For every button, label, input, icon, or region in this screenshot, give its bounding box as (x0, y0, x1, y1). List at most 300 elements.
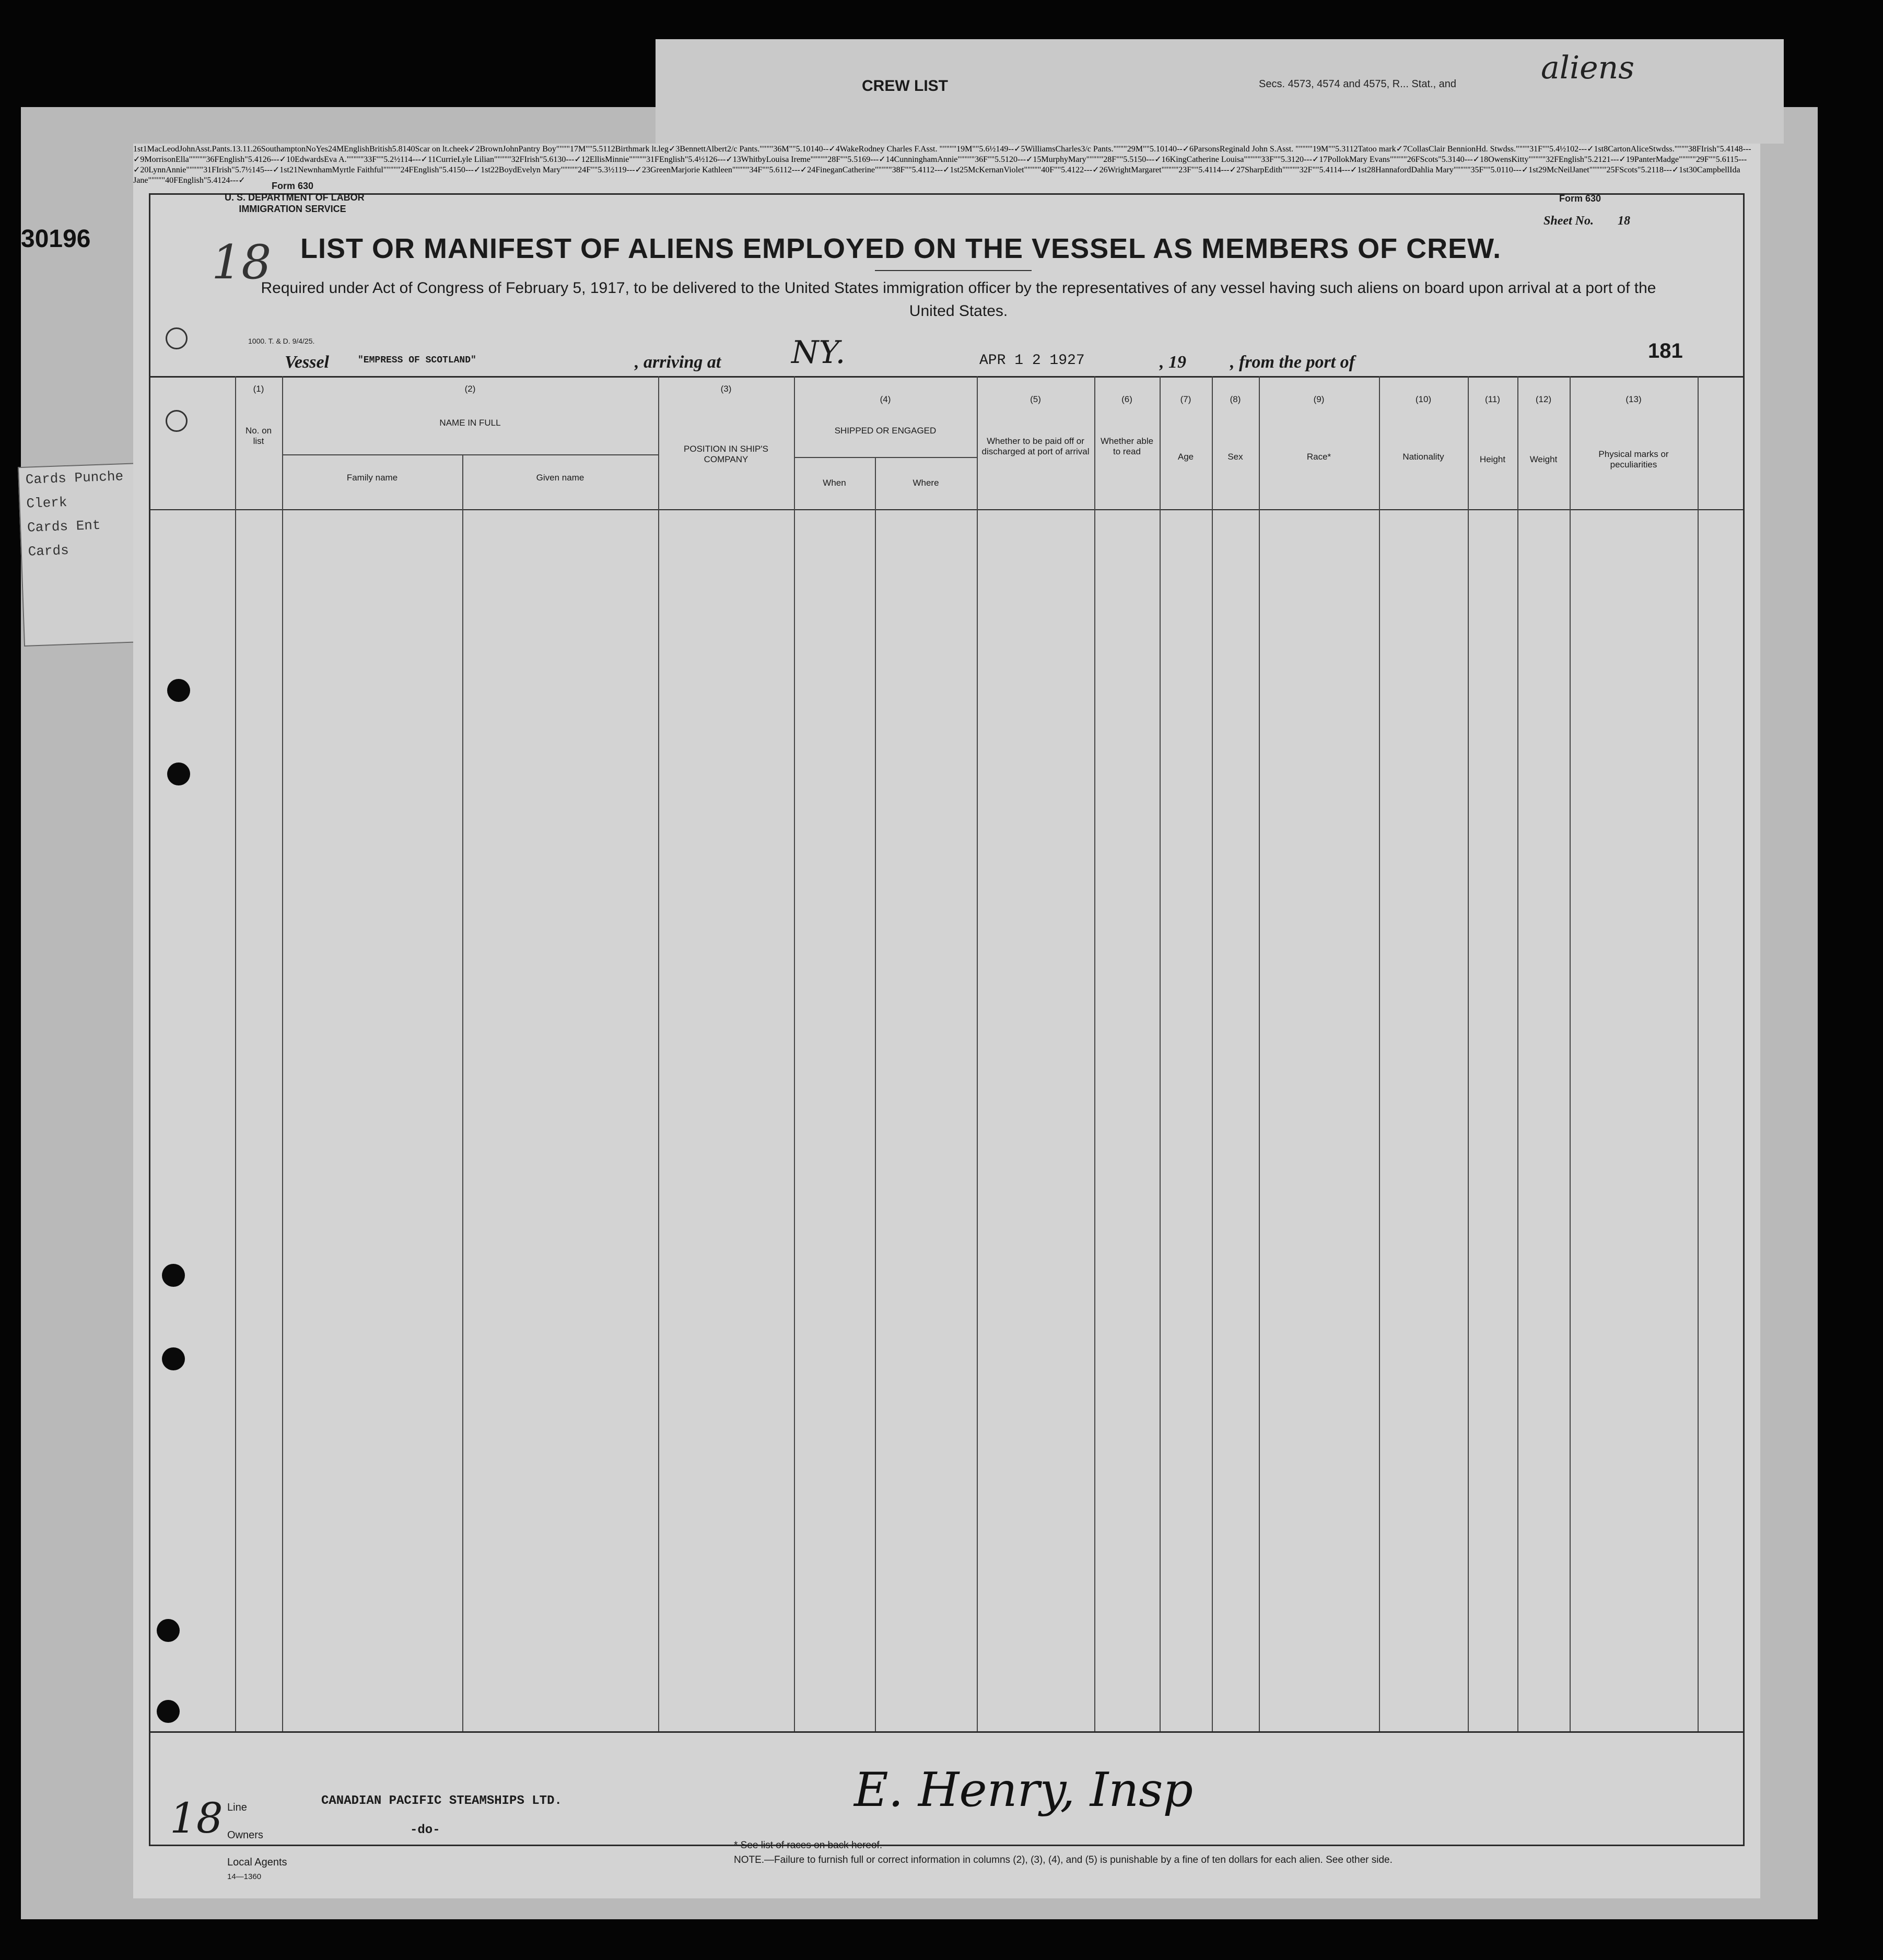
paid-off: " (1254, 155, 1258, 164)
sex: M (1320, 145, 1329, 154)
check-mark: ✓ (473, 166, 481, 174)
physical-marks: --- (1084, 166, 1093, 174)
physical-marks: --- (1304, 155, 1313, 164)
shipped-when: " (497, 155, 501, 164)
shipped-where: " (964, 155, 968, 164)
race: " (377, 155, 380, 164)
able-to-read: Yes (315, 145, 328, 154)
position: " (1282, 166, 1286, 174)
header-marks: Physical marks or peculiarities (1598, 449, 1669, 470)
age: 31 (1529, 145, 1538, 154)
sex: M (336, 145, 344, 154)
header-given-name: Given name (536, 473, 584, 483)
nationality: " (589, 145, 593, 154)
position: " (1389, 155, 1394, 164)
nationality: " (439, 166, 442, 174)
position: " (1589, 166, 1593, 174)
row-number: 23 (642, 166, 650, 174)
nationality: " (765, 166, 769, 174)
weight: 140 (1452, 155, 1465, 164)
physical-marks: --- (791, 166, 800, 174)
paid-off: " (1464, 166, 1467, 174)
shipped-when: 13.11.26 (232, 145, 261, 154)
physical-marks: --- (626, 166, 635, 174)
check-mark: ✓ (1671, 166, 1679, 174)
family-name: Brown (479, 145, 503, 154)
height: 5.0 (1490, 166, 1501, 174)
sex: F (900, 166, 905, 174)
owners-value: -do- (410, 1823, 440, 1837)
physical-marks: --- (271, 155, 279, 164)
paid-off: " (821, 155, 824, 164)
header-weight-num: (12) (1535, 394, 1552, 404)
physical-marks: --- (566, 155, 575, 164)
given-name: Evelyn Mary (517, 166, 561, 174)
position: " (189, 155, 193, 164)
family-name: Bennett (680, 145, 706, 154)
row-number: 15 (1033, 155, 1042, 164)
sex: F (1049, 166, 1055, 174)
weight: 122 (1071, 166, 1084, 174)
weight: 112 (922, 166, 935, 174)
given-name: Margaret (1131, 166, 1162, 174)
given-name: Reginald John S. (1219, 145, 1277, 154)
row-mark: 1st (1357, 166, 1367, 174)
header-name: NAME IN FULL (439, 418, 501, 428)
physical-marks: -- (1008, 145, 1014, 154)
shipped-when: " (1165, 166, 1168, 174)
sex: F (1112, 155, 1117, 164)
able-to-read: " (1526, 145, 1530, 154)
crew-list-secs: Secs. 4573, 4574 and 4575, R... Stat., and (1259, 78, 1457, 90)
shipped-where: " (390, 166, 394, 174)
arriving-label: , arriving at (635, 353, 721, 372)
height: 5.6 (769, 166, 780, 174)
physical-marks: Birthmark lt.leg (615, 145, 669, 154)
able-to-read: " (1257, 155, 1261, 164)
nationality: " (594, 166, 598, 174)
shipped-when: " (1457, 166, 1460, 174)
header-age-num: (7) (1180, 394, 1191, 404)
weight: 112 (779, 166, 792, 174)
age: 38 (892, 166, 900, 174)
height: 5.4½ (1549, 145, 1566, 154)
age: 33 (1261, 155, 1270, 164)
row-number: 8 (1604, 145, 1608, 154)
row-mark: 1st (133, 145, 143, 154)
weight: 120 (1291, 155, 1304, 164)
family-name: Whitby (741, 155, 766, 164)
column-rule (1160, 376, 1161, 1731)
check-mark: ✓ (943, 166, 950, 174)
given-name: Albert (706, 145, 727, 154)
sex: M (781, 145, 789, 154)
position: " (875, 166, 879, 174)
paid-off: " (742, 166, 746, 174)
family-name: Wright (1107, 166, 1131, 174)
column-rule (1698, 376, 1699, 1731)
row-number: 30 (1688, 166, 1697, 174)
shipped-when: " (1674, 145, 1678, 154)
physical-marks: --- (1738, 155, 1747, 164)
family-name: Hannaford (1375, 166, 1411, 174)
nationality: " (1637, 166, 1641, 174)
given-name: Rodney Charles F. (858, 145, 920, 154)
position: Asst. " (1276, 145, 1299, 154)
header-sex-num: (8) (1230, 394, 1241, 404)
race: " (1191, 166, 1195, 174)
manifest-frame (149, 193, 1745, 1846)
check-mark: ✓ (133, 155, 141, 164)
family-name: Pollok (1327, 155, 1350, 164)
paid-off: " (1120, 145, 1124, 154)
weight: 118 (1651, 166, 1664, 174)
shipped-when: " (1516, 145, 1519, 154)
given-name: Louisa Ireme (766, 155, 811, 164)
shipped-where: " (1289, 166, 1293, 174)
age: 24 (328, 145, 336, 154)
row-number: 1 (143, 145, 147, 154)
punch-hole (167, 762, 190, 785)
shipped-when: " (350, 155, 354, 164)
physical-marks: --- (1578, 145, 1587, 154)
line-label: Line (227, 1802, 247, 1813)
column-rule (1212, 376, 1213, 1731)
row-number: 21 (289, 166, 298, 174)
age: 32 (511, 155, 520, 164)
family-name: Carton (1608, 145, 1631, 154)
position: " (560, 166, 565, 174)
nationality: " (792, 145, 796, 154)
row-number: 18 (1480, 155, 1489, 164)
age: 38 (1688, 145, 1697, 154)
shipped-when: " (192, 155, 196, 164)
header-nationality: Nationality (1402, 452, 1444, 462)
physical-marks: --- (717, 155, 726, 164)
check-mark: ✓ (469, 145, 476, 154)
race: English (344, 145, 370, 154)
physical-marks: --- (1342, 166, 1351, 174)
shipped-when: " (814, 155, 817, 164)
paid-off: " (1689, 155, 1693, 164)
paid-off: " (1400, 155, 1404, 164)
penalty-note: NOTE.—Failure to furnish full or correct information in columns (2), (3), (4), and (5) is punishable by a fine of ten dollars for each alien. See other side. (734, 1855, 1393, 1865)
shipped-where: " (882, 166, 885, 174)
height: 5.4 (442, 166, 453, 174)
family-name: Cunningham (894, 155, 938, 164)
arrival-date-stamp: APR 1 2 1927 (979, 353, 1085, 369)
position: 3/c Pants. (1081, 145, 1114, 154)
punch-hole (157, 1619, 180, 1642)
file-number: 30196 (21, 225, 91, 253)
family-name: Edwards (295, 155, 324, 164)
family-name: Ellis (589, 155, 605, 164)
position: Asst. " (920, 145, 943, 154)
given-name: Mary (1068, 155, 1086, 164)
family-name: MacLeod (147, 145, 179, 154)
row-number: 27 (1236, 166, 1245, 174)
able-to-read: " (1542, 155, 1546, 164)
header-race: Race* (1306, 452, 1331, 462)
race: " (1542, 145, 1546, 154)
row-number: 26 (1099, 166, 1108, 174)
check-mark: ✓ (800, 166, 808, 174)
family-name: Collas (1407, 145, 1429, 154)
shipped-when: " (1090, 155, 1093, 164)
family-name: Morrison (144, 155, 176, 164)
height: 5.3 (1441, 155, 1452, 164)
able-to-read: " (360, 155, 364, 164)
family-name: Campbell (1697, 166, 1730, 174)
row-mark: 1st (950, 166, 960, 174)
row-number: 25 (960, 166, 968, 174)
header-sex: Sex (1227, 452, 1243, 462)
family-name: Finegan (815, 166, 843, 174)
race: English (219, 155, 245, 164)
physical-marks: -- (823, 145, 829, 154)
able-to-read: " (769, 145, 774, 154)
line-value: CANADIAN PACIFIC STEAMSHIPS LTD. (321, 1794, 562, 1808)
given-name: John (179, 145, 195, 154)
height: 5.3 (1335, 145, 1346, 154)
able-to-read: " (574, 166, 578, 174)
height: 5.4 (207, 176, 218, 185)
header-height-num: (11) (1485, 394, 1500, 404)
age: 40 (165, 176, 174, 185)
check-mark: ✓ (1521, 166, 1529, 174)
shipped-when: " (387, 166, 390, 174)
given-name: John (502, 145, 519, 154)
nationality: " (1546, 145, 1550, 154)
able-to-read: " (745, 166, 750, 174)
weight: 140 (810, 145, 823, 154)
weight: 150 (1133, 155, 1147, 164)
weight: 140 (1164, 145, 1177, 154)
shipped-where: " (1535, 155, 1539, 164)
paid-off: " (1292, 166, 1296, 174)
check-mark: ✓ (668, 145, 676, 154)
check-mark: ✓ (828, 145, 836, 154)
weight: 119 (614, 166, 627, 174)
handwritten-18-top: 18 (212, 235, 272, 290)
shipped-where: " (1302, 145, 1306, 154)
check-mark: ✓ (1350, 166, 1358, 174)
physical-marks: -- (1176, 145, 1183, 154)
row-number: 10 (286, 155, 295, 164)
paid-off: " (639, 155, 643, 164)
given-name: Janet (1572, 166, 1589, 174)
shipped-where: " (155, 176, 159, 185)
height: 5.3½ (598, 166, 615, 174)
sex: F (1479, 166, 1484, 174)
check-mark: ✓ (1472, 155, 1480, 164)
shipped-when: " (1299, 145, 1303, 154)
sex: F (408, 166, 414, 174)
nationality: " (1057, 166, 1061, 174)
manifest-subtitle: Required under Act of Congress of February 5, 1917, to be delivered to the United States immigration officer by the representatives of any vessel having such aliens on board upon arrival at a port of the United States. (261, 279, 1656, 320)
column-rule (235, 376, 236, 1731)
weight: 114 (400, 155, 413, 164)
header-name-num: (2) (464, 384, 476, 394)
physical-marks: --- (1221, 166, 1230, 174)
able-to-read: " (971, 155, 975, 164)
age: 26 (1407, 155, 1416, 164)
sex: F (372, 155, 377, 164)
height: 5.6½ (979, 145, 996, 154)
local-agents-label: Local Agents (227, 1857, 287, 1868)
race: " (1709, 155, 1713, 164)
paid-off: " (1034, 166, 1038, 174)
punch-hole (167, 679, 190, 702)
shipped-where: " (817, 155, 821, 164)
row-number: 9 (140, 155, 145, 164)
age: 31 (203, 166, 212, 174)
shipped-where: " (501, 155, 505, 164)
race: " (1328, 145, 1332, 154)
paid-off: " (199, 155, 203, 164)
check-mark: ✓ (1396, 145, 1404, 154)
able-to-read: " (1296, 166, 1300, 174)
column-rule (282, 376, 283, 1731)
shipped-where: " (1093, 155, 1097, 164)
height: 5.6 (543, 155, 554, 164)
family-name: McNeil (1546, 166, 1572, 174)
column-rule (1094, 376, 1095, 1731)
race: " (1054, 166, 1058, 174)
shipped-where: " (353, 155, 357, 164)
shipped-where: " (1678, 145, 1681, 154)
nationality: " (1119, 155, 1124, 164)
department-name: U. S. DEPARTMENT OF LABOR (225, 192, 365, 203)
given-name: Minnie (605, 155, 629, 164)
row-number: 29 (1538, 166, 1547, 174)
sex: F (836, 155, 841, 164)
shipped-when: " (1532, 155, 1536, 164)
given-name: Marjorie Kathleen (671, 166, 732, 174)
paid-off: " (885, 166, 889, 174)
name-subheader-rule (282, 454, 658, 455)
age: 33 (364, 155, 372, 164)
age: 23 (1178, 166, 1187, 174)
weight: 114 (1209, 166, 1221, 174)
nationality: " (1316, 166, 1319, 174)
column-rule (1259, 376, 1260, 1731)
nationality: " (1716, 145, 1720, 154)
given-name: Ida Jane (133, 166, 1740, 185)
family-name: Green (650, 166, 671, 174)
paid-off: " (357, 155, 360, 164)
footer-note (734, 1838, 1393, 1868)
position: " (383, 166, 387, 174)
race: " (840, 155, 844, 164)
column-rule (794, 376, 795, 1731)
side-card-line: Clerk (26, 494, 68, 512)
physical-marks: --- (1742, 145, 1751, 154)
column-rule (1570, 376, 1571, 1731)
check-mark: ✓ (1092, 166, 1100, 174)
race-note: * See list of races on back hereof. (734, 1840, 883, 1851)
sheet-value: 18 (1618, 214, 1630, 228)
height: 5.4 (1319, 166, 1330, 174)
form-number-right: Form 630 (1559, 193, 1601, 204)
physical-marks: --- (1017, 155, 1026, 164)
row-number: 4 (835, 145, 840, 154)
column-rule (1517, 376, 1518, 1731)
nationality: " (1487, 166, 1491, 174)
able-to-read: " (566, 145, 570, 154)
able-to-read: " (1100, 155, 1104, 164)
weight: 140 (402, 145, 415, 154)
row-number: 17 (1319, 155, 1328, 164)
race: " (586, 145, 589, 154)
shipped-where: " (1250, 155, 1254, 164)
able-to-read: " (1404, 155, 1407, 164)
row-number: 11 (428, 155, 436, 164)
column-rule (875, 457, 876, 1731)
check-mark: ✓ (1312, 155, 1319, 164)
race: English (178, 176, 204, 185)
given-name: Madge (1655, 155, 1679, 164)
able-to-read: " (888, 166, 892, 174)
height: 5.2½ (383, 155, 401, 164)
header-age: Age (1177, 452, 1194, 462)
header-shipped: SHIPPED OR ENGAGED (834, 426, 937, 436)
position: " (1161, 166, 1165, 174)
sex: F (654, 155, 659, 164)
check-mark: ✓ (1587, 145, 1594, 154)
shipped-where: " (763, 145, 767, 154)
check-mark: ✓ (1182, 145, 1190, 154)
row-number: 5 (1021, 145, 1025, 154)
sex: F (519, 155, 524, 164)
weight: 102 (1566, 145, 1579, 154)
inspector-signature: E. Henry, Insp (854, 1763, 1194, 1817)
weight: 112 (1346, 145, 1358, 154)
row-mark: 1st (279, 166, 289, 174)
age: 40 (1041, 166, 1050, 174)
column-rule (1379, 376, 1380, 1731)
family-name: Wake (839, 145, 859, 154)
given-name: Alice (1630, 145, 1649, 154)
row-number: 28 (1367, 166, 1376, 174)
race: Irish (524, 155, 540, 164)
row-number: 2 (475, 145, 480, 154)
sex: F (1307, 166, 1313, 174)
row-number: 14 (885, 155, 894, 164)
height: 5.4 (248, 155, 259, 164)
given-name: Annie (166, 166, 186, 174)
shipped-when: " (878, 166, 882, 174)
nationality: " (1438, 155, 1442, 164)
nationality: " (1584, 155, 1588, 164)
age: 32 (1299, 166, 1308, 174)
owners-label: Owners (227, 1829, 263, 1841)
table-top-rule (149, 376, 1745, 378)
weight: 114 (1329, 166, 1342, 174)
header-read-num: (6) (1121, 394, 1132, 404)
shipped-where: " (1460, 166, 1464, 174)
header-read: Whether able to read (1100, 436, 1154, 456)
sex: F (1187, 166, 1192, 174)
shipped-where: " (1397, 155, 1400, 164)
column-rule (977, 376, 978, 1731)
shipped-where: " (739, 166, 743, 174)
header-marks-num: (13) (1625, 394, 1642, 404)
weight: 120 (1005, 155, 1018, 164)
nationality: " (1331, 145, 1336, 154)
family-name: Parsons (1194, 145, 1220, 154)
check-mark: ✓ (574, 155, 581, 164)
